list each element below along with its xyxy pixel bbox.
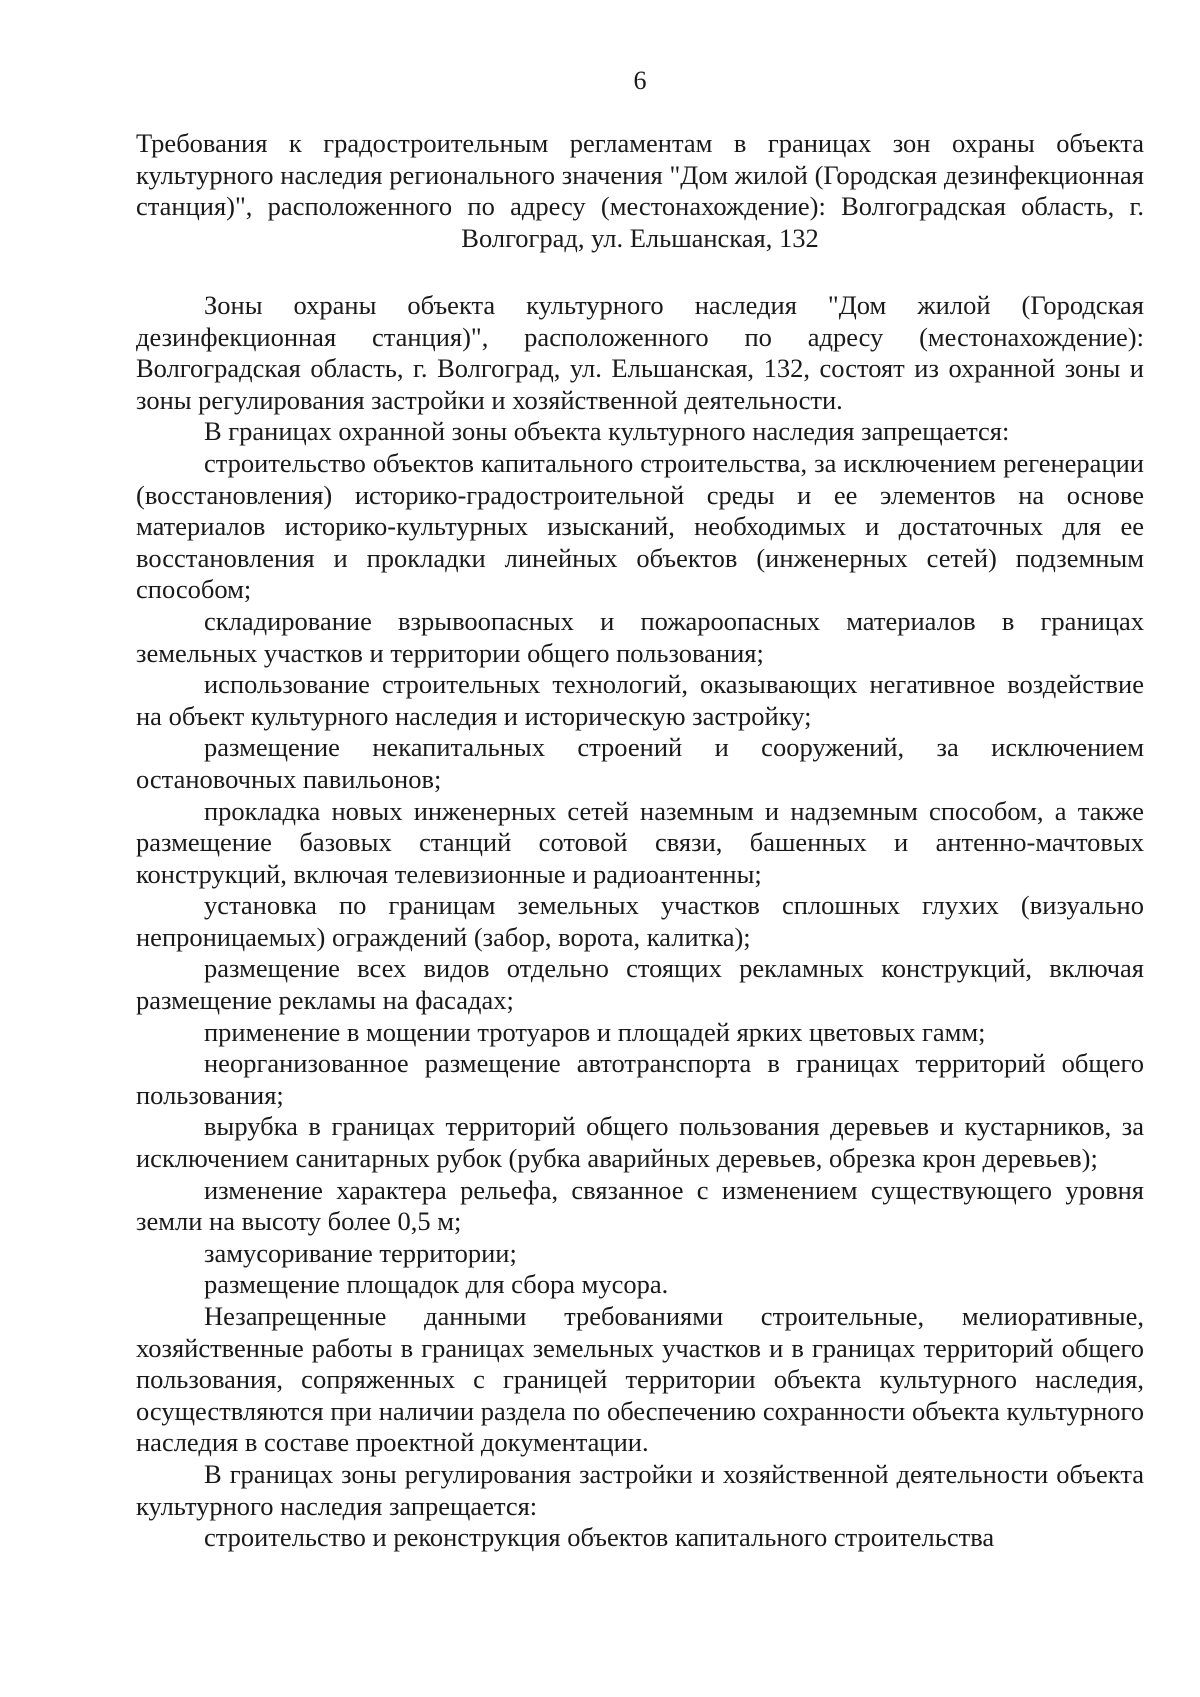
paragraph-permitted-works: Незапрещенные данными требованиями строительные, мелиоративные, хозяйственные работы в границах земельных участков и в границах территорий общего пользования, сопряженных с границей территории объекта культурного наследия, осуществляются при наличии раздела по обеспечению сохранности объекта культурного наследия в составе проектной документации. xyxy=(136,1301,1144,1458)
list-item: размещение всех видов отдельно стоящих рекламных конструкций, включая размещение рекламы на фасадах; xyxy=(136,953,1144,1016)
list-item: установка по границам земельных участков сплошных глухих (визуально непроницаемых) ограждений (забор, ворота, калитка); xyxy=(136,890,1144,952)
document-page xyxy=(136,0,1144,1697)
list-item: складирование взрывоопасных и пожароопасных материалов в границах земельных участков и территории общего пользования; xyxy=(136,605,1144,668)
list-item: применение в мощении тротуаров и площадей ярких цветовых гамм; xyxy=(204,1016,986,1047)
paragraph-regulation-zone-prohibited: В границах зоны регулирования застройки и хозяйственной деятельности объекта культурного наследия запрещается: xyxy=(136,1458,1144,1521)
list-item: неорганизованное размещение автотранспорта в границах территорий общего пользования; xyxy=(136,1048,1144,1110)
document-body xyxy=(136,290,1144,1554)
list-item: изменение характера рельефа, связанное с изменением существующего уровня земли на высоту более 0,5 м; xyxy=(136,1174,1144,1237)
paragraph-zones-intro: Зоны охраны объекта культурного наследия "Дом жилой (Городская дезинфекционная станция)", расположенного по адресу (местонахождение): Волгоградская область, г. Волгоград, ул. Ельшанская, 132, состоят из охранной зоны и зоны регулирования застройки и хозяйственной деятельности. xyxy=(136,290,1144,415)
list-item: строительство объектов капитального строительства, за исключением регенерации (восстановления) историко-градостроительной среды и ее элементов на основе материалов историко-культурных изысканий, необходимых и достаточных для ее восстановления и прокладки линейных объектов (инженерных сетей) подземным способом; xyxy=(136,447,1144,605)
list-item: вырубка в границах территорий общего пользования деревьев и кустарников, за исключением санитарных рубок (рубка аварийных деревьев, обрезка крон деревьев); xyxy=(136,1111,1144,1174)
list-item: строительство и реконструкция объектов капитального строительства xyxy=(204,1522,995,1553)
page-number: 6 xyxy=(633,66,647,95)
list-item: размещение площадок для сбора мусора. xyxy=(204,1269,669,1300)
document-heading: Требования к градостроительным регламентам в границах зон охраны объекта культурного наследия регионального значения "Дом жилой (Городская дезинфекционная станция)", расположенного по адресу (местонахождение): Волгоградская область, г. Волгоград, ул. Ельшанская, 132 xyxy=(136,128,1144,253)
list-item: замусоривание территории; xyxy=(204,1237,517,1268)
list-item: размещение некапитальных строений и сооружений, за исключением остановочных павильонов; xyxy=(136,732,1144,794)
list-item: использование строительных технологий, оказывающих негативное воздействие на объект культурного наследия и историческую застройку; xyxy=(136,669,1144,731)
list-item: прокладка новых инженерных сетей наземным и надземным способом, а также размещение базовых станций сотовой связи, башенных и антенно-мачтовых конструкций, включая телевизионные и радиоантенны; xyxy=(136,795,1144,889)
paragraph-protection-zone-prohibited: В границах охранной зоны объекта культурного наследия запрещается: xyxy=(204,416,1010,447)
